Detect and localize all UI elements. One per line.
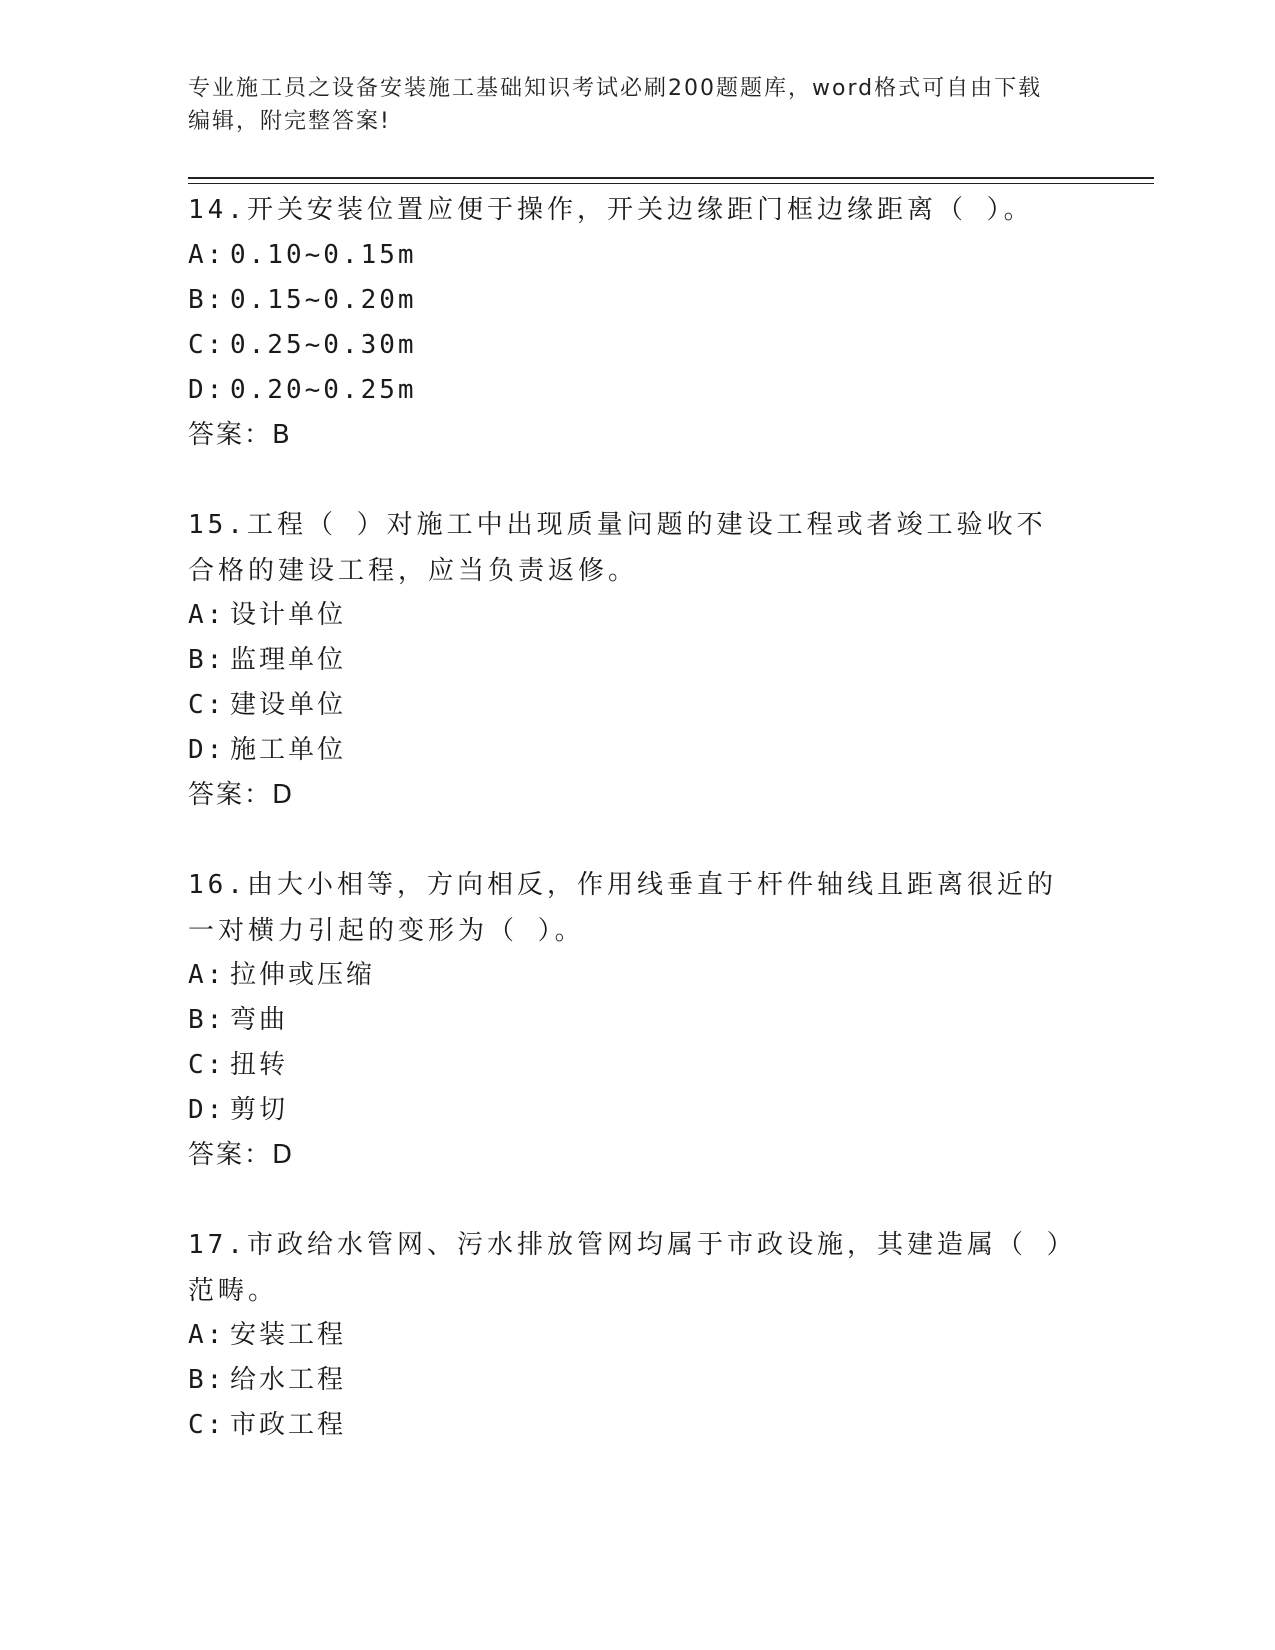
header-divider-thick xyxy=(188,177,1154,179)
question-16-answer: 答案：D xyxy=(188,1140,295,1170)
question-15-answer: 答案：D xyxy=(188,780,295,810)
question-14-option-a: A: 0.10~0.15m xyxy=(188,240,417,270)
question-15-option-c: C: 建设单位 xyxy=(188,690,347,720)
document-header xyxy=(188,72,1068,138)
question-15-option-b: B: 监理单位 xyxy=(188,645,347,675)
question-17-option-c: C: 市政工程 xyxy=(188,1410,347,1440)
question-16-text: 16.由大小相等，方向相反，作用线垂直于杆件轴线且距离很近的一对横力引起的变形为（ ）。 xyxy=(188,870,1057,946)
question-14-option-b: B: 0.15~0.20m xyxy=(188,285,417,315)
question-16-option-c: C: 扭转 xyxy=(188,1050,289,1080)
header-line-2: 编辑，附完整答案! xyxy=(188,109,391,134)
question-15-option-a: A: 设计单位 xyxy=(188,600,347,630)
question-15-text: 15.工程（ ）对施工中出现质量问题的建设工程或者竣工验收不合格的建设工程，应当负责返修。 xyxy=(188,510,1047,586)
question-14-option-d: D: 0.20~0.25m xyxy=(188,375,417,405)
question-16-option-b: B: 弯曲 xyxy=(188,1005,289,1035)
question-17-text: 17.市政给水管网、污水排放管网均属于市政设施，其建造属（ ）范畴。 xyxy=(188,1230,1064,1306)
question-14-answer: 答案：B xyxy=(188,420,292,450)
question-17-option-b: B: 给水工程 xyxy=(188,1365,347,1395)
question-16-option-a: A: 拉伸或压缩 xyxy=(188,960,376,990)
question-14-text: 14.开关安装位置应便于操作，开关边缘距门框边缘距离（ ）。 xyxy=(188,195,1034,225)
question-15-option-d: D: 施工单位 xyxy=(188,735,347,765)
question-16-option-d: D: 剪切 xyxy=(188,1095,289,1125)
question-17-option-a: A: 安装工程 xyxy=(188,1320,347,1350)
header-divider-thin xyxy=(188,183,1154,184)
question-14-option-c: C: 0.25~0.30m xyxy=(188,330,417,360)
header-line-1: 专业施工员之设备安装施工基础知识考试必刷200题题库，word格式可自由下载 xyxy=(188,76,1043,101)
